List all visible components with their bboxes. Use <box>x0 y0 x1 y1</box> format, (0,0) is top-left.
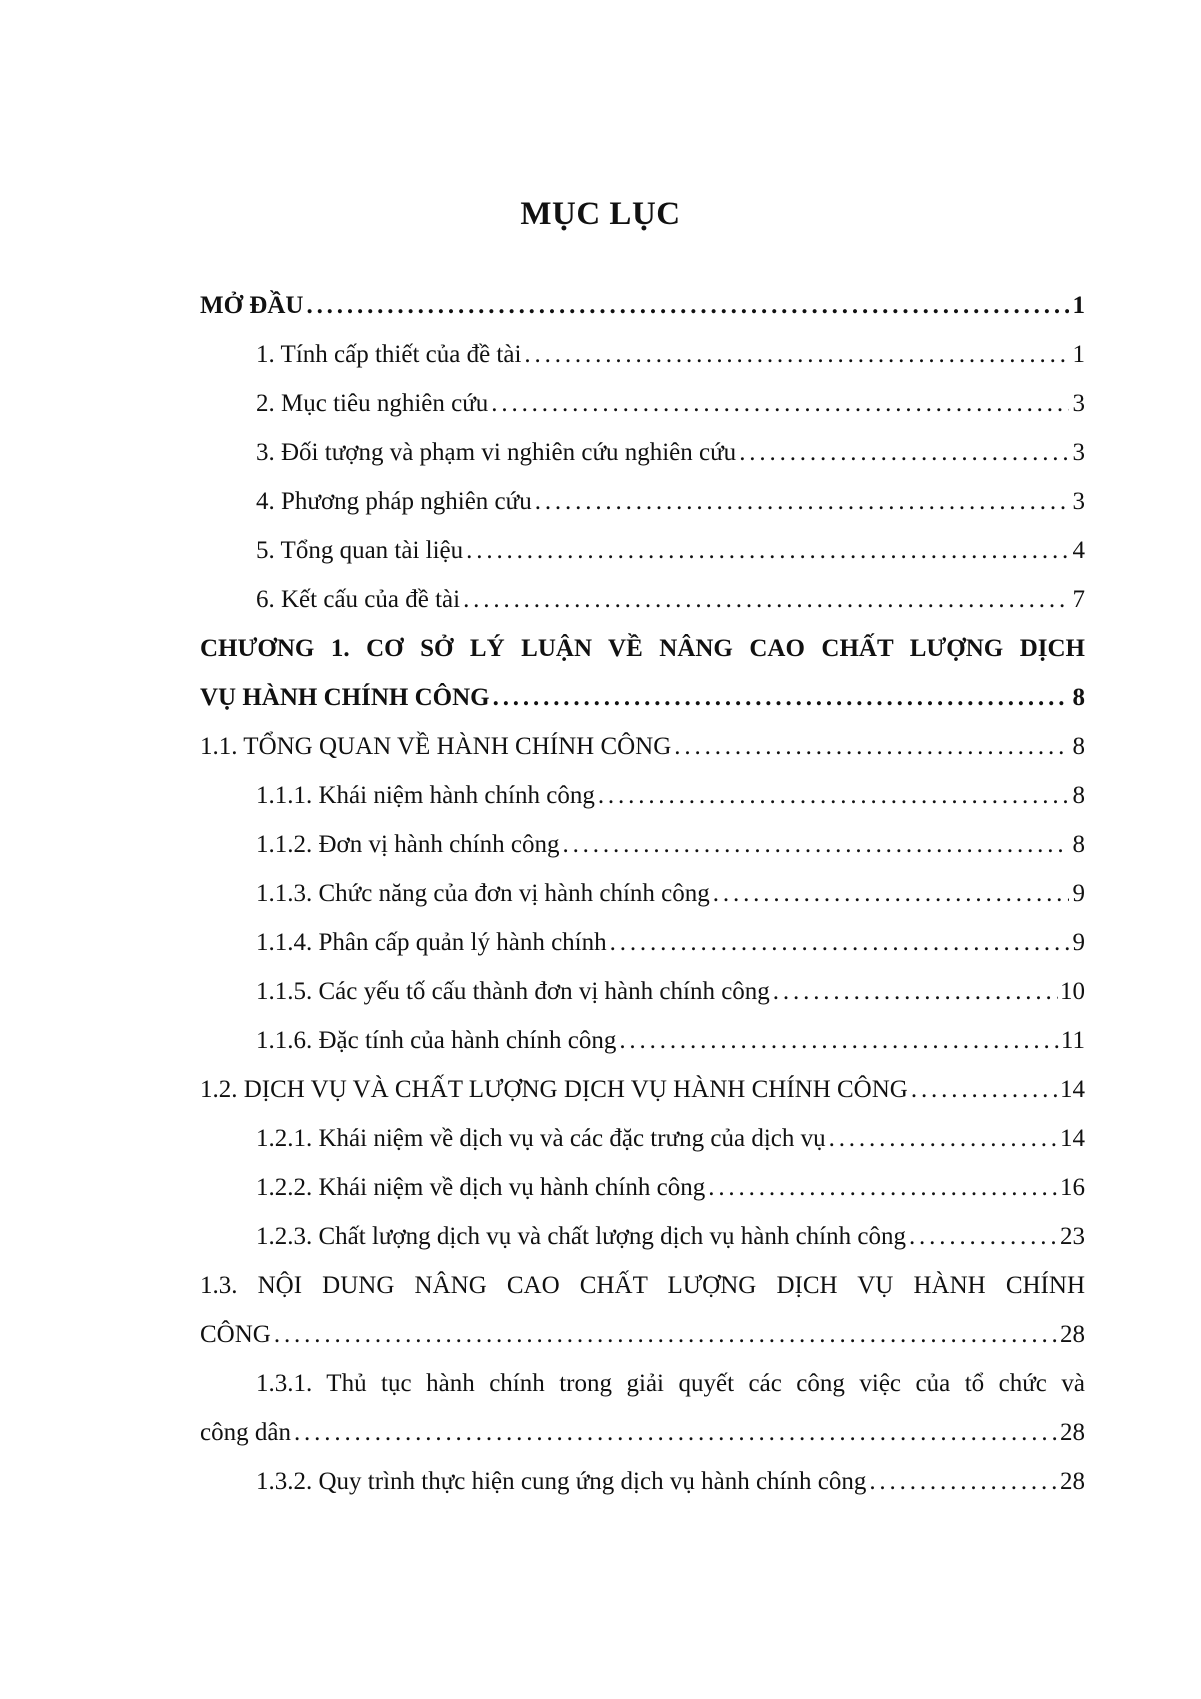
dot-leader <box>598 771 1069 820</box>
toc-entry-1-2-2[interactable] <box>200 1163 1085 1212</box>
dot-leader <box>306 281 1069 330</box>
dot-leader <box>911 1065 1058 1114</box>
toc-entry-5[interactable] <box>200 526 1085 575</box>
toc-page-number: 1 <box>1072 292 1085 319</box>
toc-page-number: 28 <box>1060 1419 1085 1446</box>
dot-leader <box>491 379 1069 428</box>
toc-entry-text: 2. Mục tiêu nghiên cứu <box>256 390 489 417</box>
toc-entry-1-3-2[interactable] <box>200 1457 1085 1506</box>
dot-leader <box>619 1016 1059 1065</box>
dot-leader <box>466 526 1069 575</box>
dot-leader <box>274 1310 1058 1359</box>
toc-entry-text: 5. Tổng quan tài liệu <box>256 537 464 564</box>
toc-entry-text: 3. Đối tượng và phạm vi nghiên cứu nghiên cứu <box>256 439 737 466</box>
toc-page-number: 10 <box>1060 978 1085 1005</box>
dot-leader <box>829 1114 1058 1163</box>
toc-page-number: 4 <box>1072 537 1085 564</box>
dot-leader <box>909 1212 1058 1261</box>
toc-title: MỤC LỤC <box>520 196 681 232</box>
toc-entry-1-1-2[interactable] <box>200 820 1085 869</box>
toc-page-number: 8 <box>1072 733 1085 760</box>
toc-entry-text: 1.1.4. Phân cấp quản lý hành chính <box>256 929 607 956</box>
toc-entry-1[interactable] <box>200 330 1085 379</box>
toc-page-number: 9 <box>1072 929 1085 956</box>
toc-page-number: 16 <box>1060 1174 1085 1201</box>
toc-page-number: 3 <box>1072 390 1085 417</box>
dot-leader <box>535 477 1069 526</box>
toc-entry-text: 1.2. DỊCH VỤ VÀ CHẤT LƯỢNG DỊCH VỤ HÀNH CHÍNH CÔNG <box>200 1076 908 1103</box>
dot-leader <box>708 1163 1058 1212</box>
toc-entry-text: 1.1. TỔNG QUAN VỀ HÀNH CHÍNH CÔNG <box>200 733 672 760</box>
toc-entry-1-1-6[interactable] <box>200 1016 1085 1065</box>
toc-page-number: 14 <box>1060 1076 1085 1103</box>
dot-leader <box>463 575 1069 624</box>
toc-page-number: 28 <box>1060 1468 1085 1495</box>
toc-page-number: 9 <box>1072 880 1085 907</box>
dot-leader <box>674 722 1069 771</box>
toc-entry-3[interactable] <box>200 428 1085 477</box>
toc-page-number: 7 <box>1072 586 1085 613</box>
toc-entry-text: 1.2.3. Chất lượng dịch vụ và chất lượng dịch vụ hành chính công <box>256 1223 906 1250</box>
toc-entry-1-1-1[interactable] <box>200 771 1085 820</box>
dot-leader <box>493 673 1069 722</box>
toc-entry-text: 6. Kết cấu của đề tài <box>256 586 461 613</box>
toc-entry-chuong-1[interactable] <box>200 624 1085 722</box>
toc-entry-text: 1. Tính cấp thiết của đề tài <box>256 341 522 368</box>
toc-entry-text: 1.2.1. Khái niệm về dịch vụ và các đặc trưng của dịch vụ <box>256 1125 826 1152</box>
toc-entry-text-line1: 1.3. NỘI DUNG NÂNG CAO CHẤT LƯỢNG DỊCH VỤ HÀNH CHÍNH <box>200 1272 1085 1299</box>
toc-entry-1-3[interactable] <box>200 1261 1085 1359</box>
toc-entry-1-2-3[interactable] <box>200 1212 1085 1261</box>
dot-leader <box>524 330 1069 379</box>
dot-leader <box>562 820 1069 869</box>
toc-entry-text: VỤ HÀNH CHÍNH CÔNG <box>200 684 490 711</box>
toc-page-number: 1 <box>1072 341 1085 368</box>
toc-entry-text: 1.1.6. Đặc tính của hành chính công <box>256 1027 617 1054</box>
toc-entry-4[interactable] <box>200 477 1085 526</box>
toc-entry-text: 4. Phương pháp nghiên cứu <box>256 488 532 515</box>
dot-leader <box>739 428 1069 477</box>
dot-leader <box>773 967 1058 1016</box>
toc-entry-text-line1: CHƯƠNG 1. CƠ SỞ LÝ LUẬN VỀ NÂNG CAO CHẤT LƯỢNG DỊCH <box>200 635 1085 662</box>
dot-leader <box>294 1408 1058 1457</box>
toc-entry-6[interactable] <box>200 575 1085 624</box>
toc-entry-text-line1: 1.3.1. Thủ tục hành chính trong giải quyết các công việc của tổ chức và <box>256 1370 1085 1397</box>
toc-entry-1-2[interactable] <box>200 1065 1085 1114</box>
toc-page-number: 11 <box>1060 1027 1085 1054</box>
toc-page-number: 23 <box>1060 1223 1085 1250</box>
toc-entry-2[interactable] <box>200 379 1085 428</box>
dot-leader <box>610 918 1069 967</box>
toc-entry-text: 1.3.2. Quy trình thực hiện cung ứng dịch vụ hành chính công <box>256 1468 867 1495</box>
table-of-contents <box>200 281 1085 1506</box>
dot-leader <box>713 869 1069 918</box>
dot-leader <box>869 1457 1058 1506</box>
toc-page-number: 8 <box>1072 684 1085 711</box>
toc-page-number: 8 <box>1072 831 1085 858</box>
toc-entry-1-1-3[interactable] <box>200 869 1085 918</box>
toc-page-number: 28 <box>1060 1321 1085 1348</box>
toc-page-number: 3 <box>1072 439 1085 466</box>
toc-entry-text: CÔNG <box>200 1321 271 1348</box>
toc-entry-text: 1.1.5. Các yếu tố cấu thành đơn vị hành chính công <box>256 978 770 1005</box>
toc-page-number: 8 <box>1072 782 1085 809</box>
toc-entry-1-1-5[interactable] <box>200 967 1085 1016</box>
toc-entry-1-1[interactable] <box>200 722 1085 771</box>
toc-entry-text: 1.2.2. Khái niệm về dịch vụ hành chính công <box>256 1174 706 1201</box>
toc-entry-text: MỞ ĐẦU <box>200 292 304 319</box>
toc-entry-text: công dân <box>200 1419 291 1446</box>
toc-entry-mo-dau[interactable] <box>200 281 1085 330</box>
toc-entry-1-2-1[interactable] <box>200 1114 1085 1163</box>
toc-entry-text: 1.1.3. Chức năng của đơn vị hành chính công <box>256 880 710 907</box>
toc-page-number: 3 <box>1072 488 1085 515</box>
toc-entry-1-1-4[interactable] <box>200 918 1085 967</box>
toc-entry-text: 1.1.1. Khái niệm hành chính công <box>256 782 595 809</box>
toc-page-number: 14 <box>1060 1125 1085 1152</box>
toc-entry-text: 1.1.2. Đơn vị hành chính công <box>256 831 560 858</box>
toc-entry-1-3-1[interactable] <box>200 1359 1085 1457</box>
